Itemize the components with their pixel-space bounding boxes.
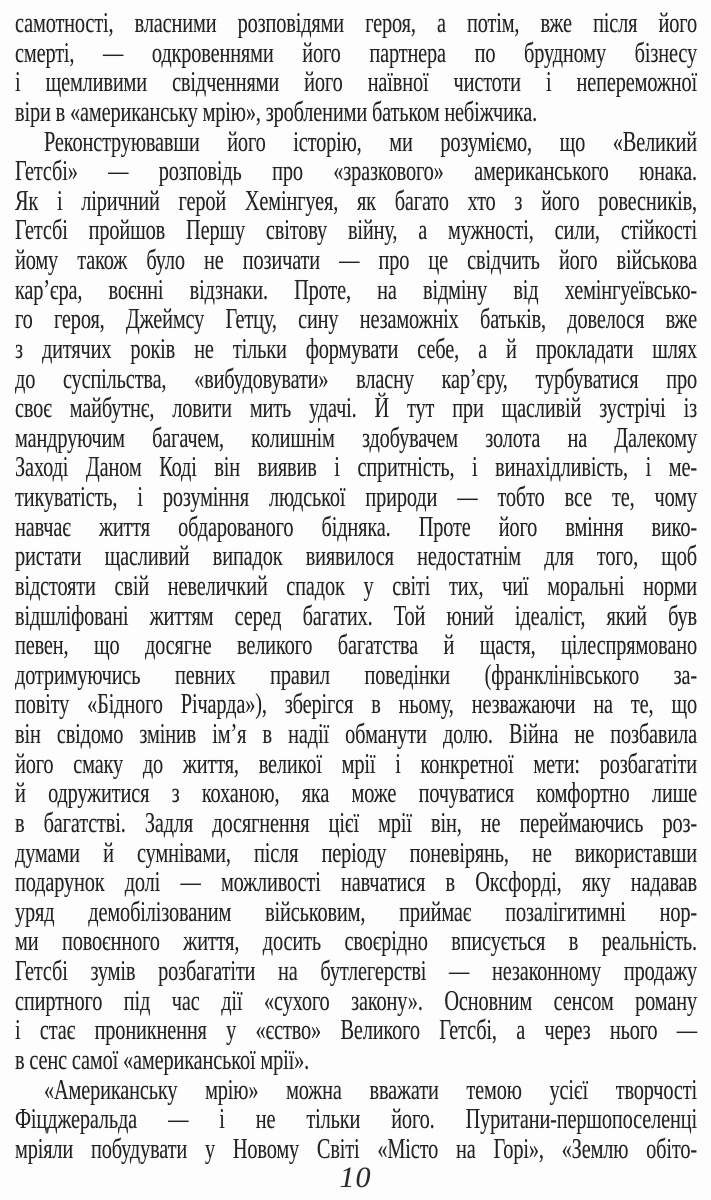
text-line: Реконструювавши його історію, ми розуміємо, що «Великий [44, 126, 697, 158]
body-text [15, 9, 697, 1164]
paragraph-gatsby-reconstruction [15, 128, 697, 1076]
text-line: своє майбутнє, ловити мить удачі. Й тут при щасливій зустрічі із [15, 393, 697, 425]
text-line: навчає життя обдарованого бідняка. Проте його вміння вико- [15, 511, 697, 543]
text-line: дотримуючись певних правил поведінки (франклінівського за- [15, 659, 697, 691]
text-line: з дитячих років не тільки формувати себе, а й прокладати шлях [15, 333, 697, 365]
text-line: ристати щасливий випадок виявилося недостатнім для того, щоб [15, 541, 697, 573]
text-line: думами й сумнівами, після періоду поневірянь, не використавши [15, 837, 697, 869]
text-line: він свідомо змінив ім’я в надії обманути долю. Війна не позбавила [15, 719, 697, 750]
text-line: в багатстві. Задля досягнення цієї мрії він, не переймаючись роз- [15, 807, 697, 839]
text-line: Гетсбі зумів розбагатіти на бутлегерстві — незаконному продажу [15, 956, 697, 987]
text-line: уряд демобілізованим військовим, приймає позалігитимні нор- [15, 896, 697, 928]
text-line: мандруючим багачем, колишнім здобувачем золота на Далекому [15, 422, 697, 454]
text-line: відшліфовані життям серед багатих. Той юний ідеаліст, який був [15, 600, 697, 632]
paragraph-continuation [15, 9, 697, 128]
text-line: і щемливими свідченнями його наївної чистоти і непереможної [15, 67, 697, 99]
text-line: Фіцджеральда — і не тільки його. Пуритани-першопоселенці [15, 1104, 697, 1136]
text-line: спиртного під час дії «сухого закону». Основним сенсом роману [15, 985, 697, 1017]
text-line: до суспільства, «вибудовувати» власну кар’єру, турбуватися про [15, 363, 697, 395]
text-line: йому також було не позичати — про це свідчить його військова [15, 245, 697, 276]
text-line: його смаку до життя, великої мрії і конкретної мети: розбагатіти [15, 748, 697, 780]
text-line: і стає проникнення у «єство» Великого Гетсбі, а через нього — [15, 1015, 697, 1047]
text-line: ми повоєнного життя, досить своєрідно вписується в реальність. [15, 926, 697, 958]
paragraph-american-dream [15, 1076, 697, 1165]
text-line: певен, що досягне великого багатства й щастя, цілеспрямовано [15, 630, 697, 662]
text-line: самотності, власними розповідями героя, а потім, вже після його [15, 8, 697, 39]
text-line: Заході Даном Коді він виявив і спритність, і винахідливість, і ме- [15, 452, 697, 484]
text-line: мріяли побудувати у Новому Світі «Місто на Горі», «Землю обіто- [15, 1133, 697, 1165]
text-line: кар’єра, воєнні відзнаки. Проте, на відміну від хемінгуеївсько- [15, 274, 697, 306]
text-line: віри в «американську мрію», зробленими батьком небіжчика. [15, 96, 538, 128]
text-line: Як і ліричний герой Хемінгуея, як багато хто з його ровесників, [15, 185, 697, 217]
text-line: відстояти свій невеличкий спадок у світі тих, чиї моральні норми [15, 570, 697, 602]
text-line: «Американську мрію» можна вважати темою усієї творчості [44, 1074, 697, 1106]
text-line: смерті, — одкровеннями його партнера по брудному бізнесу [15, 37, 697, 69]
text-line: Гетсбі» — розповідь про «зразкового» американського юнака. [15, 156, 697, 188]
text-line: подарунок долі — можливості навчатися в Оксфорді, яку надавав [15, 867, 697, 899]
text-line: повіту «Бідного Річарда»), зберігся в ньому, незважаючи на те, що [15, 689, 697, 721]
text-line: тикуватість, і розуміння людської природи — тобто все те, чому [15, 482, 697, 513]
text-line: Гетсбі пройшов Першу світову війну, а мужності, сили, стійкості [15, 215, 697, 247]
text-line: го героя, Джеймсу Гетцу, сину незаможніх батьків, довелося вже [15, 304, 697, 336]
text-line: й одружитися з коханою, яка може почуватися комфортно лише [15, 778, 697, 810]
text-line: в сенс самої «американської мрії». [15, 1044, 310, 1076]
page-number: 10 [339, 1161, 372, 1194]
